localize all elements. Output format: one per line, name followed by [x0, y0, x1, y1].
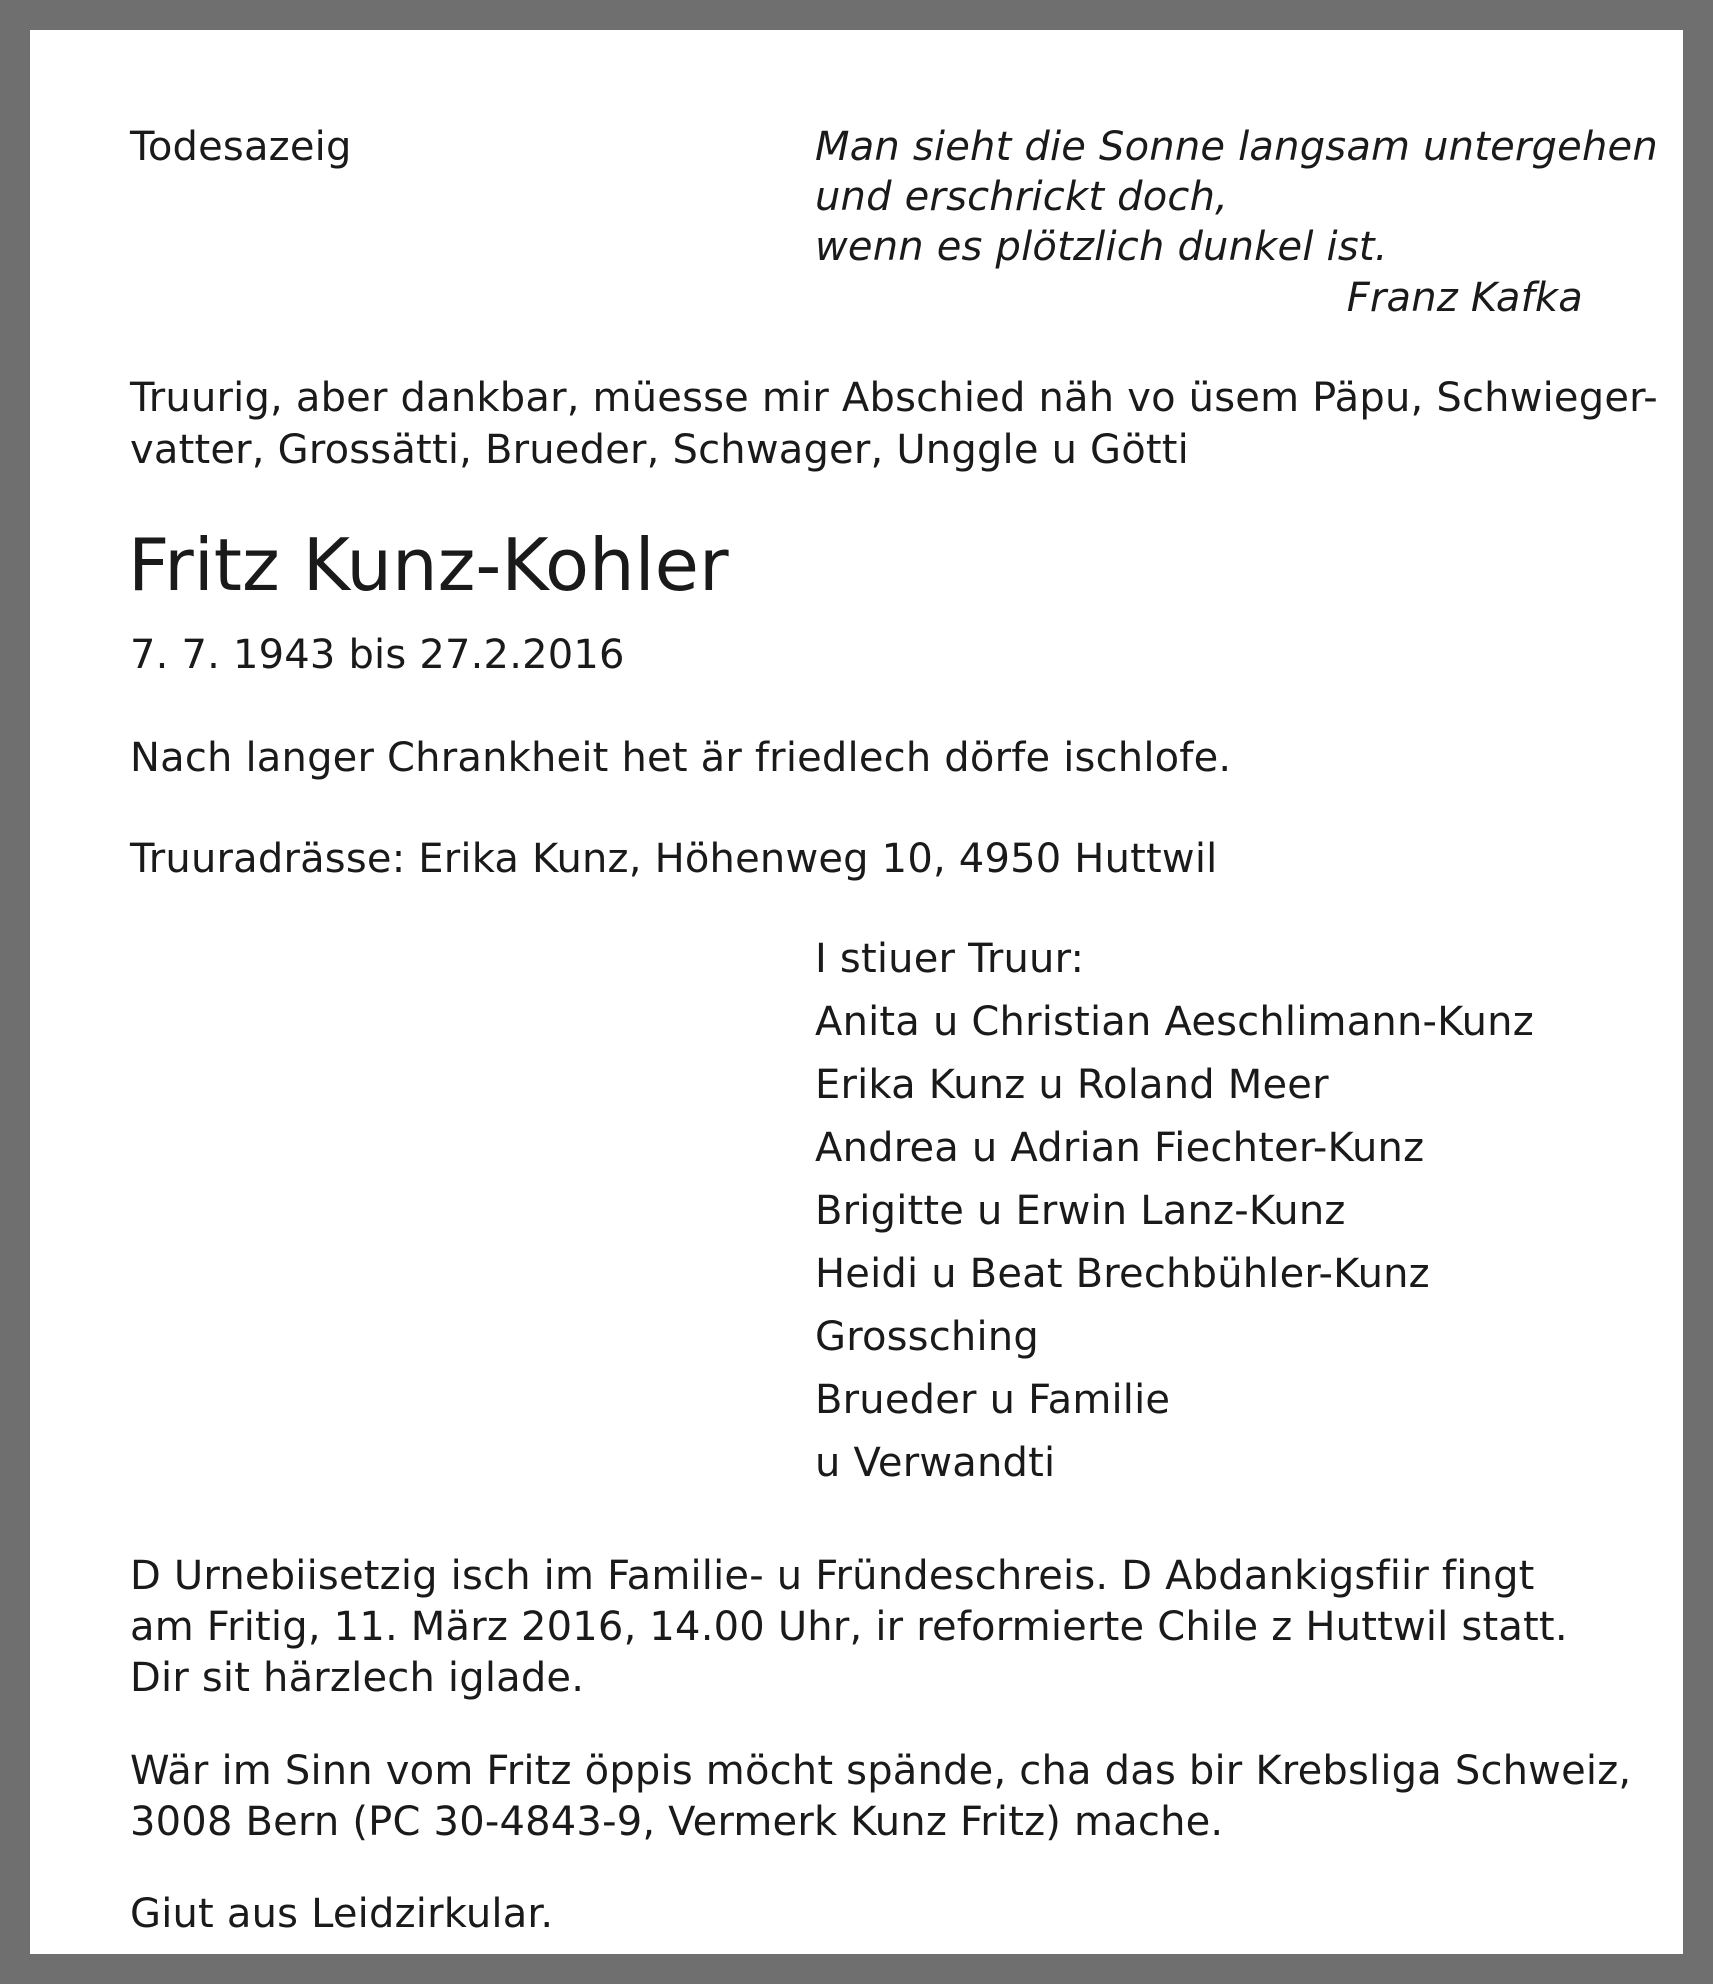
closing-note: Giut aus Leidzirkular. — [130, 1891, 554, 1937]
mourners-list — [815, 928, 1534, 1495]
mourner-name: u Verwandti — [815, 1440, 1056, 1486]
service-line: Dir sit härzlech iglade. — [130, 1655, 585, 1701]
mourner-name: Anita u Christian Aeschlimann-Kunz — [815, 999, 1534, 1045]
mourning-address: Truuradrässe: Erika Kunz, Höhenweg 10, 4950 Huttwil — [130, 836, 1218, 882]
mourner-name: Erika Kunz u Roland Meer — [815, 1062, 1329, 1108]
quote-line: Man sieht die Sonne langsam untergehen — [815, 124, 1658, 170]
quote-author: Franz Kafka — [1346, 275, 1583, 321]
mourners-heading: I stiuer Truur: — [815, 936, 1085, 982]
notice-heading: Todesazeig — [130, 124, 352, 170]
mourner-name: Andrea u Adrian Fiechter-Kunz — [815, 1125, 1425, 1171]
service-line: D Urnebiisetzig isch im Familie- u Fründeschreis. D Abdankigsfiir fingt — [130, 1553, 1535, 1599]
deceased-name: Fritz Kunz-Kohler — [128, 523, 729, 607]
quote-line: wenn es plötzlich dunkel ist. — [815, 224, 1388, 270]
intro-line: vatter, Grossätti, Brueder, Schwager, Unggle u Götti — [130, 427, 1189, 473]
donation-line: 3008 Bern (PC 30-4843-9, Vermerk Kunz Fritz) mache. — [130, 1799, 1224, 1845]
service-line: am Fritig, 11. März 2016, 14.00 Uhr, ir reformierte Chile z Huttwil statt. — [130, 1604, 1568, 1650]
intro-line: Truurig, aber dankbar, müesse mir Abschied näh vo üsem Päpu, Schwieger- — [130, 375, 1658, 421]
mourner-name: Brueder u Familie — [815, 1377, 1171, 1423]
mourner-name: Heidi u Beat Brechbühler-Kunz — [815, 1251, 1430, 1297]
mourner-name: Grossching — [815, 1314, 1039, 1360]
donation-line: Wär im Sinn vom Fritz öppis möcht spände, cha das bir Krebsliga Schweiz, — [130, 1748, 1632, 1794]
passing-note: Nach langer Chrankheit het är friedlech dörfe ischlofe. — [130, 735, 1232, 781]
quote-line: und erschrickt doch, — [815, 174, 1229, 220]
life-dates: 7. 7. 1943 bis 27.2.2016 — [130, 632, 625, 678]
mourner-name: Brigitte u Erwin Lanz-Kunz — [815, 1188, 1346, 1234]
